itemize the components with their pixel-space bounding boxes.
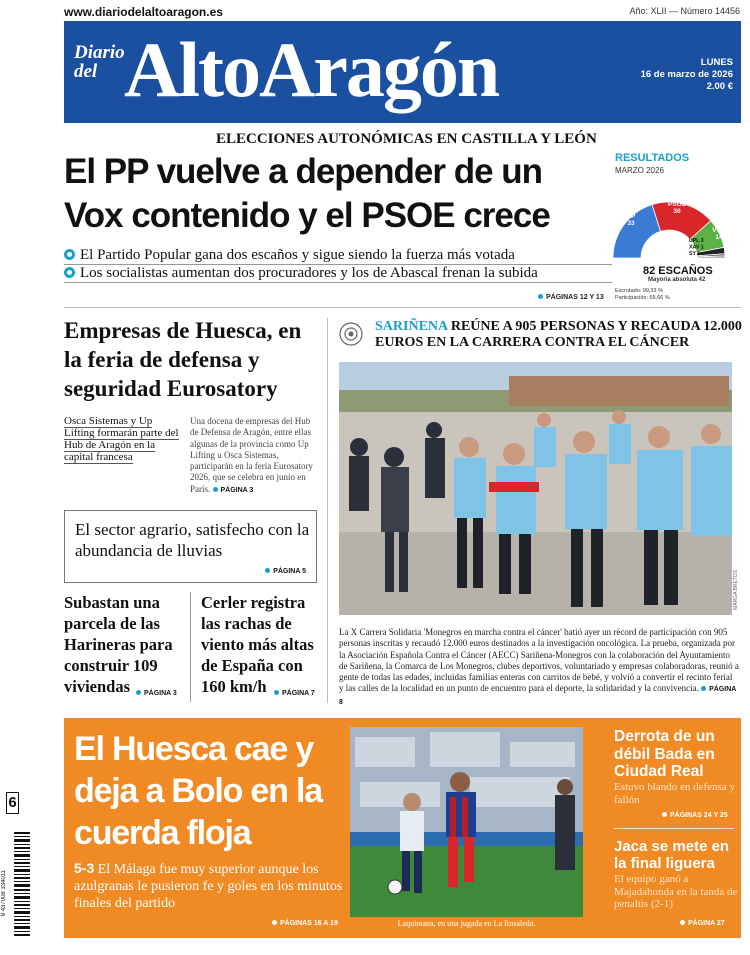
results-subtitle: MARZO 2026 (615, 166, 664, 175)
bullet-circle-icon (64, 249, 75, 260)
seat-slice-pp (613, 205, 661, 258)
defensa-body: Una docena de empresas del Hub de Defensa de Aragón, entre ellas algunas de la provincia como Up Lifting u Osca Sistemas, participarán en la feria Eurosatory 2026, que se celebra en junio en París. PÁGINA 3 (190, 416, 313, 494)
results-footnote (615, 288, 670, 302)
column-divider (190, 592, 191, 702)
camera-icon (339, 322, 363, 346)
bullet-text: Los socialistas aumentan dos procuradores y los de Abascal frenan la subida (80, 265, 538, 281)
results-chart (611, 180, 741, 265)
derrota-headline[interactable]: Derrota de un débil Bada en Ciudad Real (614, 728, 715, 780)
issue-digit: 6 (6, 792, 19, 814)
subastan-page[interactable]: PÁGINA 3 (136, 690, 177, 697)
derrota-subhead: Estuvo blando en defensa y fallón (614, 781, 735, 806)
bullet-text: El Partido Popular gana dos escaños y sigue siendo la fuerza más votada (80, 247, 515, 263)
page-dot-icon (274, 690, 279, 695)
photo-credit: MARGA BRETOS (733, 570, 739, 610)
sports-subhead: 5-3 El Málaga fue muy superior aunque los azulgranas le pusieron fe y goles en los minutos finales del partido (74, 860, 343, 911)
agrario-page[interactable]: PÁGINA 5 (265, 568, 306, 575)
bullet-circle-icon (64, 267, 75, 278)
masthead-price: 2.00 € (706, 81, 733, 92)
sarinena-caption: La X Carrera Solidaria 'Monegros en marcha contra el cáncer' batió ayer un récord de participación con 905 personas inscritas y recaudó 12.000 euros destinados a la investigación oncológica. La prueba, organizada por la Asociación Española Contra el Cáncer (AECC) Sariñena-Monegros con la colaboración del Ayuntamiento de Sariñena, la Comarca de Los Monegros, clubes deportivos, voluntariado y empresas colaboradoras, reunió a gente de todas las edades, incluidas familias enteras con carritos de bebé, y volvió a convertir el recinto ferial y las calles de la localidad en un punto de encuentro para el deporte, la solidaridad y la convivencia. PÁGINA 8 (339, 627, 739, 706)
results-participacion: Participación: 65,66 % (615, 295, 670, 301)
elections-kicker: ELECCIONES AUTONÓMICAS EN CASTILLA Y LEÓN (216, 131, 597, 147)
page-dot-icon (213, 487, 218, 492)
sports-score: 5-3 (74, 860, 95, 876)
sarinena-headline[interactable] (375, 319, 745, 350)
elections-bullet (64, 265, 612, 283)
jaca-headline[interactable]: Jaca se mete en la final liguera (614, 838, 730, 872)
seat-label-sy: SY 1 (689, 251, 701, 257)
sarinena-headline-text: REÚNE A 905 PERSONAS Y RECAUDA 12.000 EUROS EN LA CARRERA CONTRA EL CÁNCER (375, 319, 742, 350)
defensa-headline[interactable]: Empresas de Huesca, en la feria de defensa y seguridad Eurosatory (64, 318, 302, 401)
football-photo[interactable] (350, 727, 583, 917)
football-caption: Laquintana, en una jugada en La Rosaleda. (397, 919, 536, 928)
cerler-headline[interactable]: Cerler registra las rachas de viento más altas de España con 160 km/h (201, 593, 314, 696)
masthead-prefix-line2: del (74, 61, 98, 82)
page-dot-icon (265, 568, 270, 573)
sarinena-place: SARIÑENA (375, 319, 448, 334)
defensa-page[interactable]: PÁGINA 3 (213, 487, 254, 494)
masthead-prefix (74, 43, 125, 81)
page-dot-icon (662, 812, 667, 817)
jaca-page[interactable]: PÁGINA 27 (680, 920, 725, 927)
seat-label-upl: UPL 3 (689, 238, 704, 244)
page-dot-icon (701, 686, 706, 691)
website-url[interactable]: www.diariodelaltoaragon.es (64, 5, 223, 19)
sports-section (64, 718, 741, 938)
sarinena-page[interactable]: PÁGINA 8 (339, 686, 737, 706)
agrario-box[interactable] (64, 510, 317, 583)
race-photo[interactable] (339, 362, 732, 615)
issue-number: Año: XLII — Número 14456 (629, 6, 740, 16)
subastan-headline[interactable]: Subastan una parcela de las Harineras para construir 109 viviendas (64, 593, 173, 696)
elections-pages[interactable]: PÁGINAS 12 Y 13 (538, 294, 604, 301)
sports-pages[interactable]: PÁGINAS 16 A 19 (272, 920, 338, 927)
barcode-icon (3, 830, 31, 940)
masthead-title: AltoAragón (124, 26, 499, 113)
results-majority: Mayoría absoluta 42 (648, 277, 706, 283)
seat-label-xav: XAV 1 (689, 244, 704, 251)
masthead-prefix-line1: Diario (74, 42, 125, 63)
jaca-subhead: El equipo ganó a Majadahonda en la tanda de penaltis (2-1) (614, 873, 738, 910)
page-dot-icon (272, 920, 277, 925)
elections-bullet (64, 247, 612, 265)
page-dot-icon (136, 690, 141, 695)
column-divider (327, 318, 328, 703)
page-dot-icon (680, 920, 685, 925)
masthead-date (641, 57, 733, 93)
seat-label-pp: PP 33 (626, 213, 636, 227)
results-title: RESULTADOS (615, 152, 690, 164)
agrario-headline: El sector agrario, satisfecho con la abundancia de lluvias (75, 520, 310, 560)
defensa-lead: Osca Sistemas y Up Lifting formarán parte del Hub de Aragón en la capital francesa (64, 415, 179, 463)
seat-label-psoe: PSOE 30 (667, 201, 687, 215)
barcode-number: 8 437008 334011 (1, 870, 7, 917)
page-dot-icon (538, 294, 543, 299)
cerler-page[interactable]: PÁGINA 7 (274, 690, 315, 697)
masthead-day: LUNES (700, 57, 733, 68)
results-seats: 82 ESCAÑOS (643, 265, 713, 277)
masthead (64, 21, 741, 123)
section-divider (64, 307, 741, 308)
main-headline[interactable]: El PP vuelve a depender de un Vox contenido y el PSOE crece (64, 152, 550, 235)
results-escrutado: Escrutado: 99,33 % (615, 288, 664, 294)
seat-label-vox: VOX 14 (712, 227, 726, 241)
masthead-date-text: 16 de marzo de 2026 (640, 69, 733, 80)
derrota-pages[interactable]: PÁGINAS 24 Y 25 (662, 812, 728, 819)
sports-divider (614, 828, 734, 829)
sports-headline[interactable]: El Huesca cae y deja a Bolo en la cuerda floja (74, 730, 322, 852)
